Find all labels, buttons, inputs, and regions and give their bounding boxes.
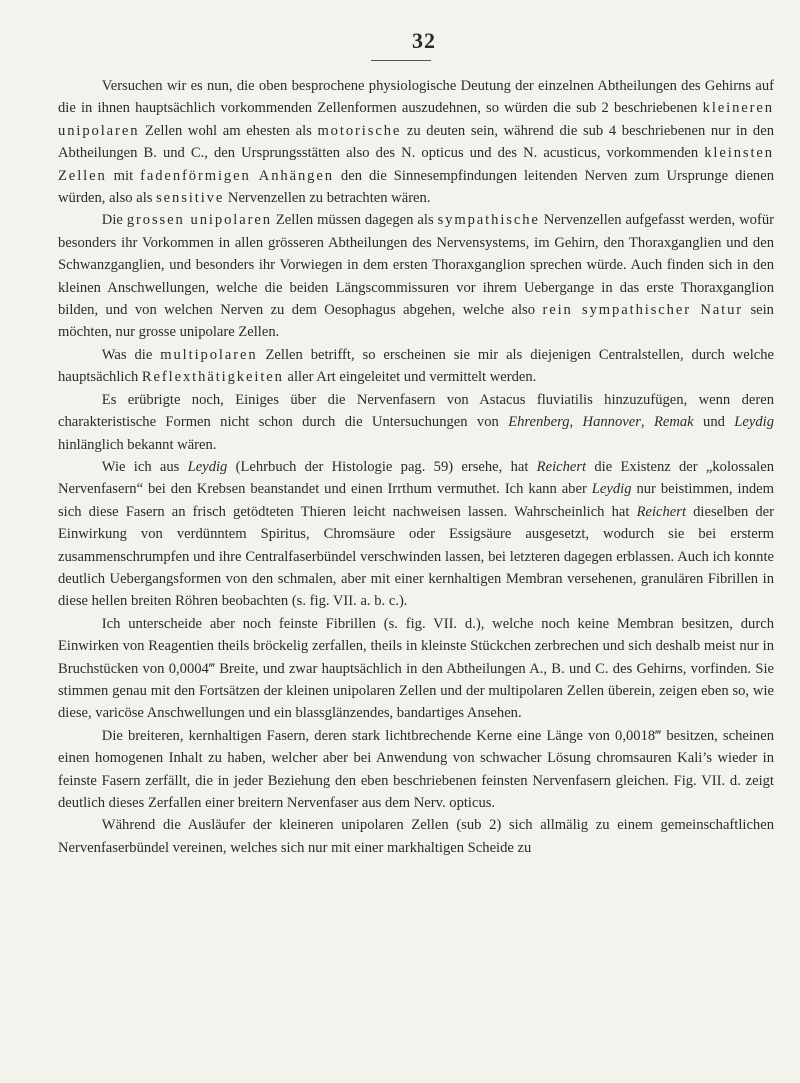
spaced-emphasis: Reflexthätigkeiten: [141, 369, 284, 386]
text-run: zu deuten sein, während die sub 4 beschriebenen nur in den Abtheilungen B. und C., den Ursprungsstätten also des N. opticus und des N. acusticus, vorkommenden: [58, 122, 775, 162]
text-run: Zellen müssen dagegen als: [271, 212, 438, 229]
paragraph: [58, 725, 774, 815]
body-text: [58, 75, 774, 859]
author-name: Hannover: [582, 414, 641, 431]
text-run: den die Sinnesempfindungen leitenden Nerven zum Ursprunge dienen würden, also als: [58, 167, 775, 207]
paragraph: [58, 814, 774, 859]
spaced-emphasis: kleinsten Zellen: [58, 145, 774, 184]
text-run: ,: [640, 414, 654, 431]
author-name: Reichert: [636, 503, 686, 520]
spaced-emphasis: kleineren unipolaren: [58, 100, 774, 139]
text-run: und: [693, 414, 735, 431]
author-name: Leydig: [187, 458, 228, 475]
author-name: Ehrenberg: [508, 414, 570, 431]
paragraph: [58, 456, 774, 613]
spaced-emphasis: fadenförmigen Anhängen: [140, 167, 334, 184]
paragraph: [58, 209, 774, 343]
text-run: Ich unterscheide aber noch feinste Fibrillen (s. fig. VII. d.), welche noch keine Membran besitzen, durch Einwirken von Reagentien theils bröckelig zerfallen, theils in kleinste Stückchen zerbrechen und sich deshalb meist nur in Bruchstücken von 0,0004‴ Breite, und zwar hauptsächlich in den Abtheilungen A., B. und C. des Gehirns, vorfinden. Sie stimmen genau mit den Fortsätzen der kleinen unipolaren Zellen und der multipolaren Zellen überein, zeigen eben so, wie diese, varicöse Anschwellungen und ein blassglänzendes, bandartiges Ansehen.: [58, 615, 774, 722]
text-run: Es erübrigte noch, Einiges über die Nervenfasern von Astacus fluviatilis hinzuzufügen, wenn deren charakteristische Formen nicht schon durch die Untersuchungen von: [58, 391, 774, 431]
text-run: Versuchen wir es nun, die oben besprochene physiologische Deutung der einzelnen Abtheilungen des Gehirns auf die in ihnen hauptsächlich vorkommenden Zellenformen auszudehnen, so würden die sub 2 beschriebenen: [58, 78, 774, 117]
text-run: hinlänglich bekannt wären.: [58, 436, 217, 453]
page-number-rule: [371, 60, 431, 61]
spaced-emphasis: multipolaren: [160, 346, 258, 363]
paragraph: [58, 75, 774, 209]
paragraph: [58, 389, 774, 456]
page-number: 32: [412, 28, 436, 53]
text-run: Die: [101, 212, 127, 229]
text-run: ,: [569, 414, 583, 431]
text-run: Während die Ausläufer der kleineren unipolaren Zellen (sub 2) sich allmälig zu einem gemeinschaftlichen Nervenfaserbündel vereinen, welches sich nur mit einer markhaltigen Scheide zu: [58, 817, 774, 856]
text-run: mit: [106, 167, 141, 184]
text-run: Die breiteren, kernhaltigen Fasern, deren stark lichtbrechende Kerne eine Länge von 0,0018‴ besitzen, scheinen einen homogenen Inhalt zu haben, welcher aber bei Anwendung von schwacher Lösung chromsauren Kali’s wieder in feinste Fasern zerfällt, die in jeder Beziehung den eben beschriebenen feinsten Nervenfasern gleichen. Fig. VII. d. zeigt deutlich dieses Zerfallen einer breitern Nervenfaser aus dem Nerv. opticus.: [58, 727, 774, 811]
text-run: die Existenz der „kolossalen Nervenfasern“ bei den Krebsen beanstandet und einen Irrthum vermuthet. Ich kann aber: [58, 458, 774, 498]
spaced-emphasis: motorische: [317, 122, 402, 139]
author-name: Reichert: [536, 458, 587, 475]
text-run: Nervenzellen aufgefasst werden, wofür besonders ihr Vorkommen in allen grösseren Abtheilungen des Nervensystems, im Gehirn, den Thoraxganglien und den Schwanzganglien, und besonders ihr Vorwiegen in dem ersten Thoraxganglion sprechen würde. Auch finden sich in den kleinen Anschwellungen, welche die beiden Längscommissuren vor ihrem Uebergange in das erste Thoraxganglion bilden, und von welchen Nerven zu dem Oesophagus abgehen, welche also: [58, 212, 774, 319]
text-run: Zellen wohl am ehesten als: [139, 122, 318, 139]
author-name: Remak: [653, 414, 694, 431]
paragraph: [58, 613, 774, 725]
text-run: dieselben der Einwirkung von verdünntem Spiritus, Chromsäure oder Essigsäure ausgesetzt, wodurch sie bei ersterm zusammenschrumpfen und ihre Centralfaserbündel verschwinden lassen, bei letzteren dagegen erblassen. Auch ich konnte deutlich Uebergangsformen von den schmalen, aber mit einer kernhaltigen Membran versehenen, granulären Fibrillen in diese hellen breiten Röhren beobachten (s. fig. VII. a. b. c.).: [58, 503, 774, 610]
text-run: (Lehrbuch der Histologie pag. 59) ersehe, hat: [227, 458, 537, 475]
spaced-emphasis: sensitive: [156, 190, 225, 207]
author-name: Leydig: [734, 414, 775, 431]
spaced-emphasis: rein sympathischer Natur: [542, 302, 744, 319]
text-run: Zellen betrifft, so erscheinen sie mir als diejenigen Centralstellen, durch welche hauptsächlich: [58, 346, 774, 386]
text-run: Was die: [101, 346, 161, 363]
author-name: Leydig: [591, 481, 632, 498]
text-run: aller Art eingeleitet und vermittelt werden.: [283, 369, 537, 386]
paragraph: [58, 344, 774, 389]
spaced-emphasis: sympathische: [437, 212, 540, 229]
text-run: Nervenzellen zu betrachten wären.: [224, 190, 431, 207]
text-run: nur beistimmen, indem sich diese Fasern an frisch getödteten Thieren leicht nachweisen lassen. Wahrscheinlich hat: [58, 481, 774, 520]
spaced-emphasis: grossen unipolaren: [126, 212, 272, 229]
text-run: Wie ich aus: [101, 458, 188, 475]
text-run: sein möchten, nur grosse unipolare Zellen.: [58, 302, 774, 341]
